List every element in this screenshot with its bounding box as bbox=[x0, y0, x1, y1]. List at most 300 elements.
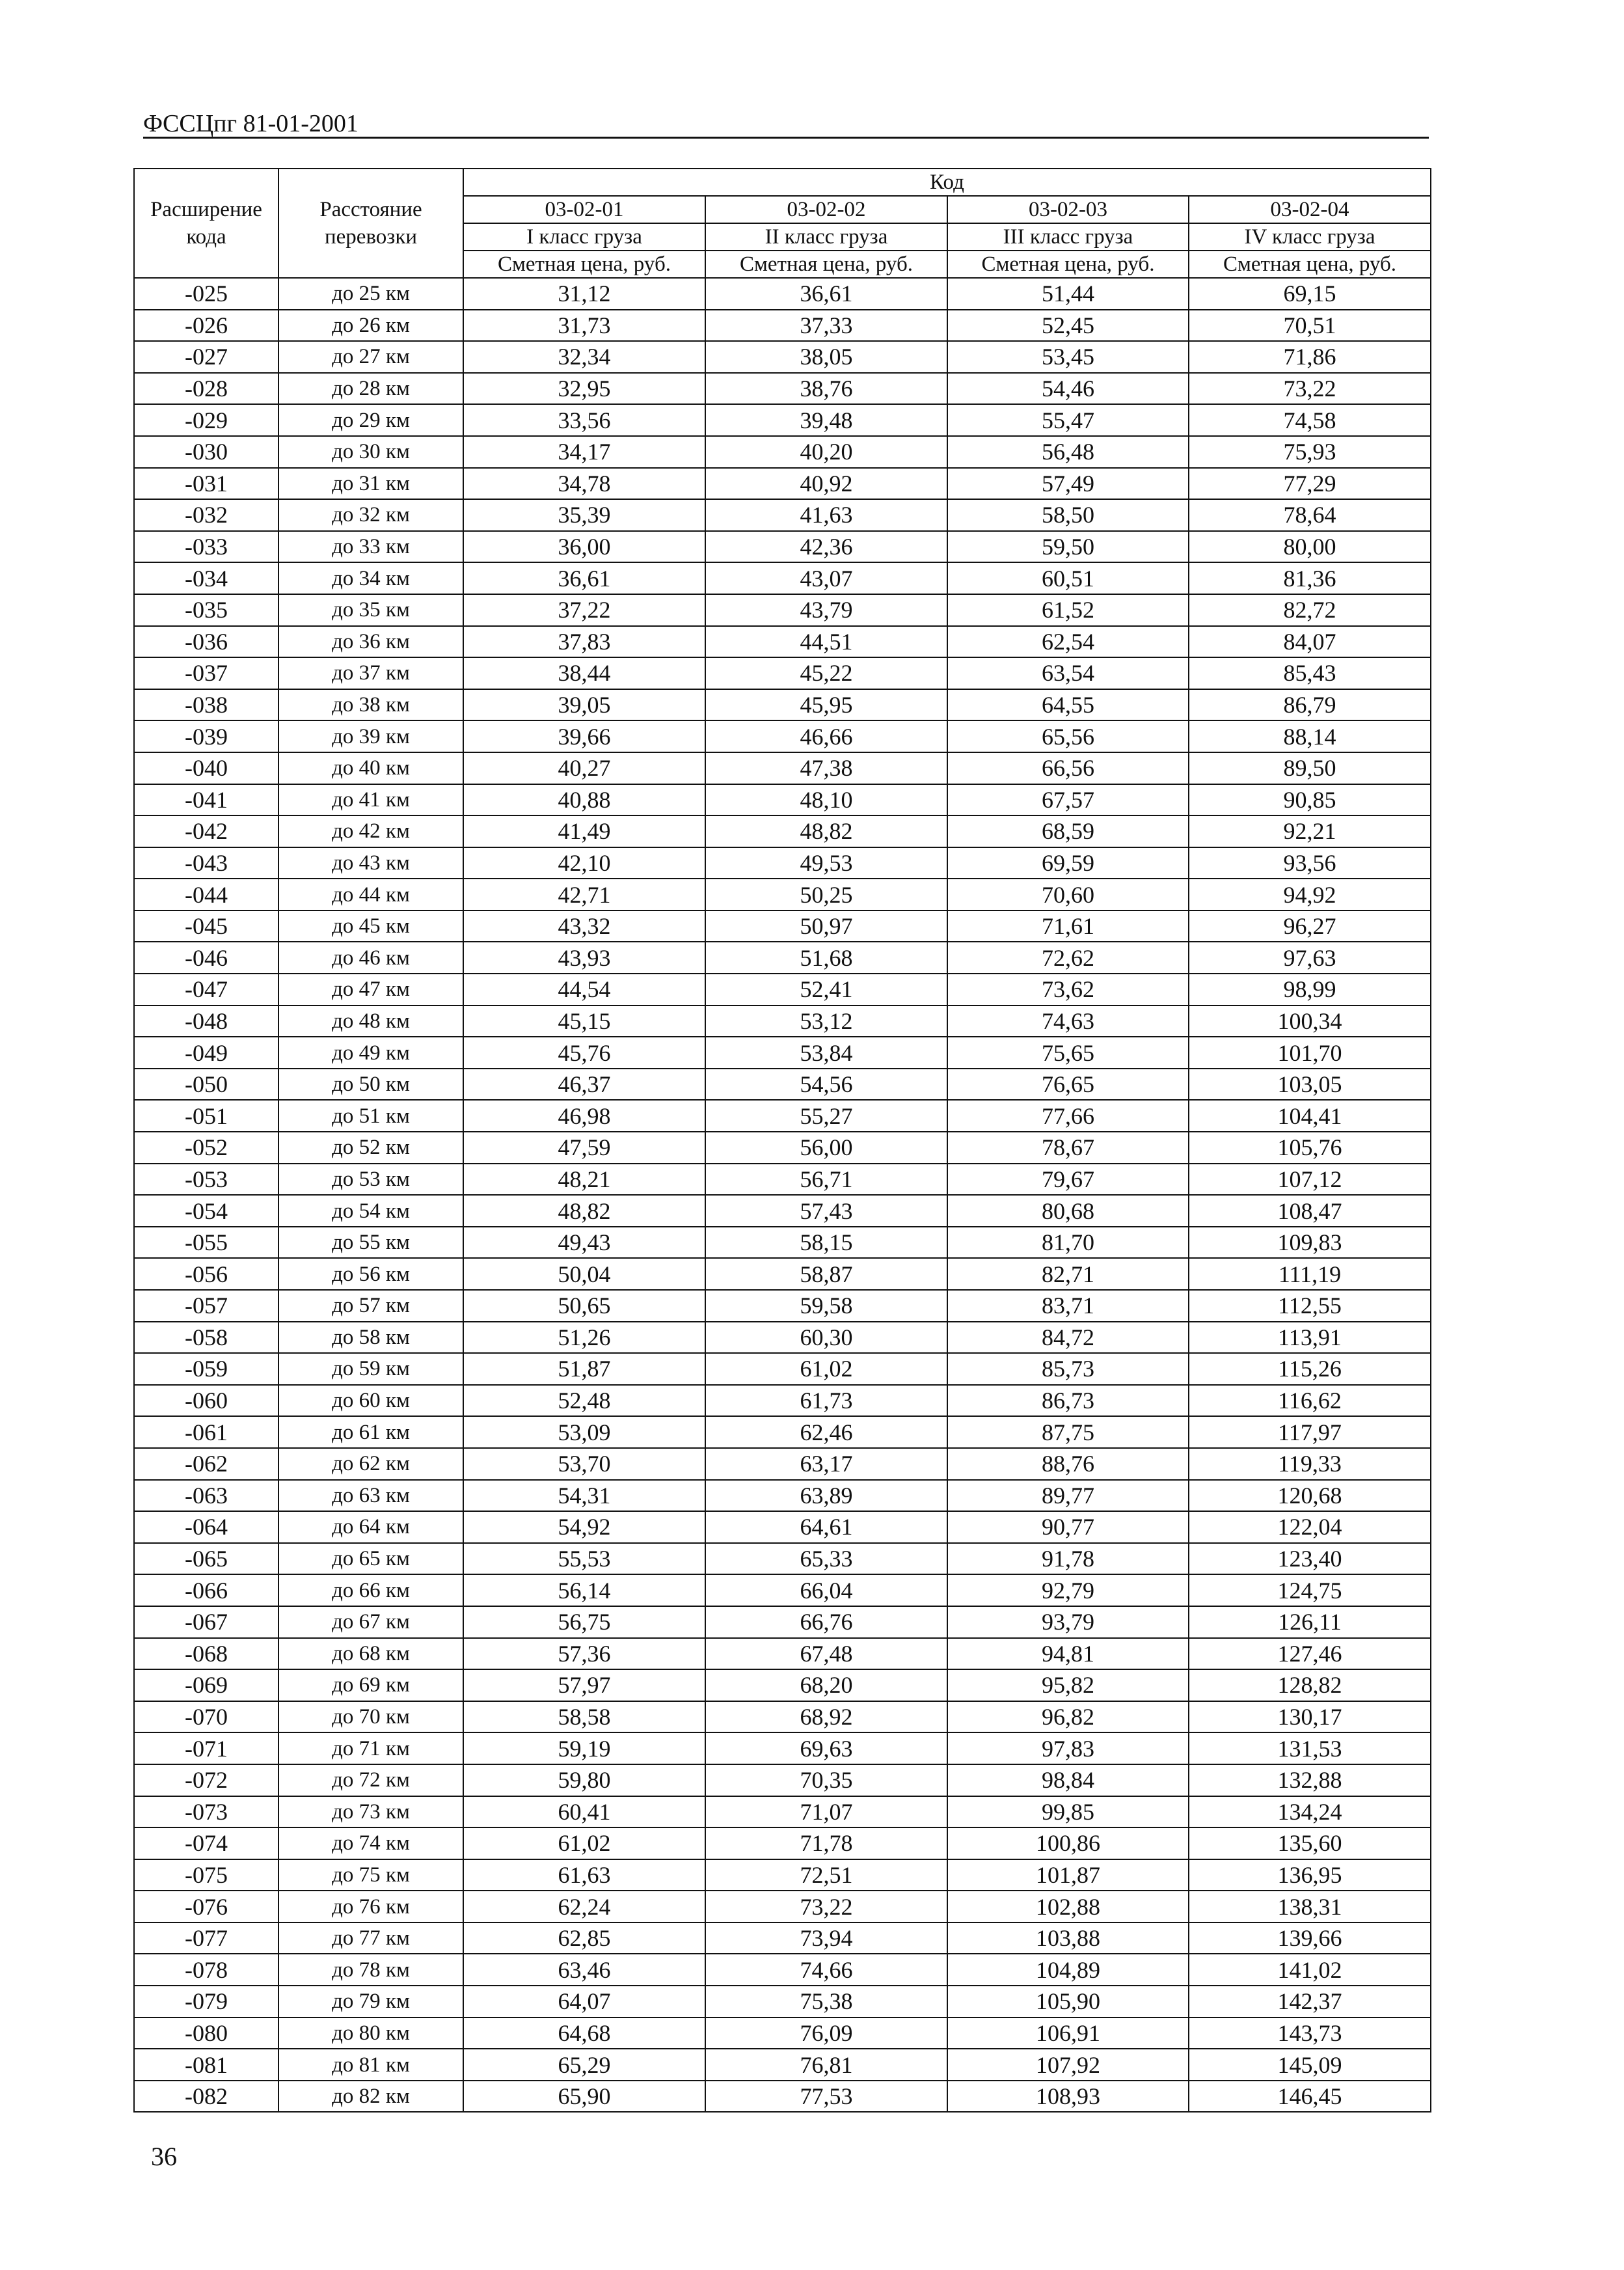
table-row bbox=[134, 910, 1431, 942]
distance-cell: до 43 км bbox=[278, 847, 463, 879]
table-row bbox=[134, 1448, 1431, 1480]
price-class-4-cell: 81,36 bbox=[1189, 562, 1431, 594]
distance-cell: до 56 км bbox=[278, 1258, 463, 1290]
price-class-2-cell: 42,36 bbox=[705, 531, 947, 563]
price-class-4-cell: 124,75 bbox=[1189, 1574, 1431, 1606]
price-class-1-cell: 43,32 bbox=[463, 910, 705, 942]
price-class-1-cell: 64,68 bbox=[463, 2017, 705, 2049]
price-class-1-cell: 39,05 bbox=[463, 689, 705, 721]
extension-code-cell: -025 bbox=[134, 278, 278, 310]
price-class-4-cell: 103,05 bbox=[1189, 1069, 1431, 1101]
distance-cell: до 57 км bbox=[278, 1290, 463, 1322]
extension-code-cell: -056 bbox=[134, 1258, 278, 1290]
price-class-1-cell: 34,17 bbox=[463, 436, 705, 468]
price-class-2-cell: 38,05 bbox=[705, 341, 947, 373]
extension-code-cell: -067 bbox=[134, 1606, 278, 1638]
extension-code-cell: -069 bbox=[134, 1669, 278, 1701]
price-class-1-cell: 42,71 bbox=[463, 879, 705, 910]
document-code-header: ФССЦпг 81-01-2001 bbox=[143, 110, 359, 137]
table-row bbox=[134, 1922, 1431, 1954]
table-row bbox=[134, 404, 1431, 436]
distance-cell: до 26 км bbox=[278, 310, 463, 342]
price-class-2-cell: 74,66 bbox=[705, 1954, 947, 1986]
column-unit: Сметная цена, руб. bbox=[947, 251, 1189, 278]
price-class-3-cell: 64,55 bbox=[947, 689, 1189, 721]
distance-cell: до 38 км bbox=[278, 689, 463, 721]
price-class-3-cell: 101,87 bbox=[947, 1859, 1189, 1891]
price-class-3-cell: 81,70 bbox=[947, 1227, 1189, 1259]
price-class-3-cell: 105,90 bbox=[947, 1986, 1189, 2017]
price-class-3-cell: 83,71 bbox=[947, 1290, 1189, 1322]
price-class-2-cell: 77,53 bbox=[705, 2081, 947, 2113]
price-class-3-cell: 90,77 bbox=[947, 1511, 1189, 1543]
price-class-2-cell: 61,02 bbox=[705, 1353, 947, 1385]
table-row bbox=[134, 310, 1431, 342]
price-class-3-cell: 57,49 bbox=[947, 468, 1189, 500]
price-class-4-cell: 97,63 bbox=[1189, 942, 1431, 974]
extension-code-cell: -071 bbox=[134, 1732, 278, 1764]
table-row bbox=[134, 879, 1431, 910]
price-class-4-cell: 141,02 bbox=[1189, 1954, 1431, 1986]
price-class-2-cell: 71,78 bbox=[705, 1827, 947, 1859]
price-class-3-cell: 98,84 bbox=[947, 1764, 1189, 1796]
price-class-3-cell: 69,59 bbox=[947, 847, 1189, 879]
extension-code-cell: -027 bbox=[134, 341, 278, 373]
price-class-1-cell: 57,97 bbox=[463, 1669, 705, 1701]
price-class-2-cell: 60,30 bbox=[705, 1322, 947, 1354]
price-class-2-cell: 36,61 bbox=[705, 278, 947, 310]
extension-code-cell: -066 bbox=[134, 1574, 278, 1606]
extension-code-cell: -046 bbox=[134, 942, 278, 974]
distance-cell: до 67 км bbox=[278, 1606, 463, 1638]
code-group-header: Код bbox=[463, 169, 1431, 196]
table-row bbox=[134, 1416, 1431, 1448]
table-row bbox=[134, 1543, 1431, 1575]
price-class-3-cell: 78,67 bbox=[947, 1132, 1189, 1164]
price-class-2-cell: 50,97 bbox=[705, 910, 947, 942]
extension-code-cell: -076 bbox=[134, 1891, 278, 1922]
table-row bbox=[134, 942, 1431, 974]
distance-cell: до 62 км bbox=[278, 1448, 463, 1480]
price-class-1-cell: 37,22 bbox=[463, 594, 705, 626]
price-class-4-cell: 85,43 bbox=[1189, 657, 1431, 689]
price-class-4-cell: 107,12 bbox=[1189, 1164, 1431, 1196]
distance-header: Расстояние перевозки bbox=[278, 169, 463, 278]
price-class-1-cell: 42,10 bbox=[463, 847, 705, 879]
price-class-1-cell: 36,61 bbox=[463, 562, 705, 594]
table-row bbox=[134, 847, 1431, 879]
price-class-1-cell: 50,04 bbox=[463, 1258, 705, 1290]
price-class-1-cell: 45,15 bbox=[463, 1005, 705, 1037]
price-class-4-cell: 143,73 bbox=[1189, 2017, 1431, 2049]
price-class-2-cell: 38,76 bbox=[705, 373, 947, 405]
distance-cell: до 74 км bbox=[278, 1827, 463, 1859]
price-class-3-cell: 62,54 bbox=[947, 626, 1189, 658]
price-class-3-cell: 66,56 bbox=[947, 752, 1189, 784]
distance-cell: до 71 км bbox=[278, 1732, 463, 1764]
price-class-1-cell: 55,53 bbox=[463, 1543, 705, 1575]
extension-code-cell: -035 bbox=[134, 594, 278, 626]
price-class-4-cell: 84,07 bbox=[1189, 626, 1431, 658]
distance-cell: до 72 км bbox=[278, 1764, 463, 1796]
price-class-4-cell: 100,34 bbox=[1189, 1005, 1431, 1037]
price-class-2-cell: 63,89 bbox=[705, 1480, 947, 1512]
table-row bbox=[134, 1005, 1431, 1037]
table-row bbox=[134, 1227, 1431, 1259]
price-class-1-cell: 37,83 bbox=[463, 626, 705, 658]
price-class-3-cell: 75,65 bbox=[947, 1037, 1189, 1069]
table-row bbox=[134, 1132, 1431, 1164]
table-row bbox=[134, 436, 1431, 468]
price-class-2-cell: 58,15 bbox=[705, 1227, 947, 1259]
table-row bbox=[134, 1606, 1431, 1638]
extension-code-cell: -026 bbox=[134, 310, 278, 342]
extension-code-cell: -082 bbox=[134, 2081, 278, 2113]
price-class-2-cell: 73,22 bbox=[705, 1891, 947, 1922]
price-class-4-cell: 135,60 bbox=[1189, 1827, 1431, 1859]
price-class-1-cell: 52,48 bbox=[463, 1385, 705, 1417]
extension-code-cell: -048 bbox=[134, 1005, 278, 1037]
distance-cell: до 39 км bbox=[278, 720, 463, 752]
price-class-4-cell: 132,88 bbox=[1189, 1764, 1431, 1796]
price-class-4-cell: 117,97 bbox=[1189, 1416, 1431, 1448]
price-class-1-cell: 56,75 bbox=[463, 1606, 705, 1638]
table-row bbox=[134, 974, 1431, 1005]
distance-cell: до 48 км bbox=[278, 1005, 463, 1037]
price-class-2-cell: 39,48 bbox=[705, 404, 947, 436]
table-row bbox=[134, 1195, 1431, 1227]
price-class-1-cell: 54,92 bbox=[463, 1511, 705, 1543]
table-row bbox=[134, 1037, 1431, 1069]
price-class-1-cell: 61,02 bbox=[463, 1827, 705, 1859]
table-row bbox=[134, 499, 1431, 531]
price-class-4-cell: 98,99 bbox=[1189, 974, 1431, 1005]
table-row bbox=[134, 1100, 1431, 1132]
distance-cell: до 35 км bbox=[278, 594, 463, 626]
price-class-2-cell: 76,09 bbox=[705, 2017, 947, 2049]
price-class-3-cell: 95,82 bbox=[947, 1669, 1189, 1701]
table-row bbox=[134, 720, 1431, 752]
table-row bbox=[134, 1827, 1431, 1859]
extension-code-cell: -064 bbox=[134, 1511, 278, 1543]
distance-cell: до 30 км bbox=[278, 436, 463, 468]
price-class-2-cell: 75,38 bbox=[705, 1986, 947, 2017]
price-class-1-cell: 47,59 bbox=[463, 1132, 705, 1164]
table-body bbox=[134, 278, 1431, 2112]
price-class-4-cell: 126,11 bbox=[1189, 1606, 1431, 1638]
distance-cell: до 70 км bbox=[278, 1701, 463, 1733]
distance-cell: до 68 км bbox=[278, 1638, 463, 1670]
distance-cell: до 78 км bbox=[278, 1954, 463, 1986]
column-code: 03-02-02 bbox=[705, 196, 947, 223]
price-class-2-cell: 59,58 bbox=[705, 1290, 947, 1322]
price-class-2-cell: 64,61 bbox=[705, 1511, 947, 1543]
price-class-3-cell: 106,91 bbox=[947, 2017, 1189, 2049]
distance-cell: до 64 км bbox=[278, 1511, 463, 1543]
price-class-2-cell: 76,81 bbox=[705, 2049, 947, 2081]
price-class-3-cell: 77,66 bbox=[947, 1100, 1189, 1132]
price-class-2-cell: 54,56 bbox=[705, 1069, 947, 1101]
distance-cell: до 54 км bbox=[278, 1195, 463, 1227]
distance-cell: до 80 км bbox=[278, 2017, 463, 2049]
column-code: 03-02-01 bbox=[463, 196, 705, 223]
price-class-1-cell: 31,12 bbox=[463, 278, 705, 310]
price-class-3-cell: 103,88 bbox=[947, 1922, 1189, 1954]
price-class-2-cell: 48,10 bbox=[705, 784, 947, 816]
price-class-4-cell: 142,37 bbox=[1189, 1986, 1431, 2017]
price-class-3-cell: 53,45 bbox=[947, 341, 1189, 373]
price-class-3-cell: 108,93 bbox=[947, 2081, 1189, 2113]
price-class-1-cell: 36,00 bbox=[463, 531, 705, 563]
price-class-1-cell: 50,65 bbox=[463, 1290, 705, 1322]
price-class-2-cell: 56,00 bbox=[705, 1132, 947, 1164]
price-class-3-cell: 85,73 bbox=[947, 1353, 1189, 1385]
column-unit: Сметная цена, руб. bbox=[705, 251, 947, 278]
price-class-1-cell: 63,46 bbox=[463, 1954, 705, 1986]
extension-code-cell: -042 bbox=[134, 815, 278, 847]
column-unit: Сметная цена, руб. bbox=[1189, 251, 1431, 278]
column-cargo-class: II класс груза bbox=[705, 223, 947, 251]
extension-code-cell: -050 bbox=[134, 1069, 278, 1101]
price-class-3-cell: 71,61 bbox=[947, 910, 1189, 942]
price-class-1-cell: 33,56 bbox=[463, 404, 705, 436]
price-class-4-cell: 111,19 bbox=[1189, 1258, 1431, 1290]
price-class-1-cell: 59,19 bbox=[463, 1732, 705, 1764]
distance-cell: до 81 км bbox=[278, 2049, 463, 2081]
price-class-2-cell: 44,51 bbox=[705, 626, 947, 658]
extension-code-cell: -080 bbox=[134, 2017, 278, 2049]
extension-code-header: Расширение кода bbox=[134, 169, 278, 278]
distance-cell: до 44 км bbox=[278, 879, 463, 910]
price-class-2-cell: 53,84 bbox=[705, 1037, 947, 1069]
price-class-1-cell: 62,24 bbox=[463, 1891, 705, 1922]
price-class-1-cell: 60,41 bbox=[463, 1796, 705, 1828]
table-row bbox=[134, 1986, 1431, 2017]
price-class-4-cell: 108,47 bbox=[1189, 1195, 1431, 1227]
price-class-4-cell: 70,51 bbox=[1189, 310, 1431, 342]
price-class-4-cell: 115,26 bbox=[1189, 1353, 1431, 1385]
price-class-2-cell: 66,76 bbox=[705, 1606, 947, 1638]
price-class-1-cell: 59,80 bbox=[463, 1764, 705, 1796]
price-class-2-cell: 63,17 bbox=[705, 1448, 947, 1480]
price-class-4-cell: 94,92 bbox=[1189, 879, 1431, 910]
price-class-1-cell: 62,85 bbox=[463, 1922, 705, 1954]
price-class-1-cell: 46,98 bbox=[463, 1100, 705, 1132]
price-class-4-cell: 75,93 bbox=[1189, 436, 1431, 468]
extension-code-cell: -051 bbox=[134, 1100, 278, 1132]
distance-cell: до 47 км bbox=[278, 974, 463, 1005]
price-class-3-cell: 76,65 bbox=[947, 1069, 1189, 1101]
column-code: 03-02-03 bbox=[947, 196, 1189, 223]
distance-cell: до 31 км bbox=[278, 468, 463, 500]
extension-code-cell: -031 bbox=[134, 468, 278, 500]
price-class-4-cell: 90,85 bbox=[1189, 784, 1431, 816]
price-class-3-cell: 58,50 bbox=[947, 499, 1189, 531]
price-class-4-cell: 77,29 bbox=[1189, 468, 1431, 500]
distance-cell: до 29 км bbox=[278, 404, 463, 436]
price-class-3-cell: 97,83 bbox=[947, 1732, 1189, 1764]
price-class-4-cell: 71,86 bbox=[1189, 341, 1431, 373]
distance-cell: до 63 км bbox=[278, 1480, 463, 1512]
price-class-2-cell: 72,51 bbox=[705, 1859, 947, 1891]
column-cargo-class: IV класс груза bbox=[1189, 223, 1431, 251]
table-row bbox=[134, 1353, 1431, 1385]
price-class-3-cell: 61,52 bbox=[947, 594, 1189, 626]
distance-cell: до 46 км bbox=[278, 942, 463, 974]
price-class-3-cell: 51,44 bbox=[947, 278, 1189, 310]
distance-cell: до 61 км bbox=[278, 1416, 463, 1448]
price-class-1-cell: 45,76 bbox=[463, 1037, 705, 1069]
distance-cell: до 36 км bbox=[278, 626, 463, 658]
distance-cell: до 53 км bbox=[278, 1164, 463, 1196]
page-number: 36 bbox=[151, 2142, 177, 2171]
distance-cell: до 51 км bbox=[278, 1100, 463, 1132]
table-row bbox=[134, 752, 1431, 784]
price-class-3-cell: 68,59 bbox=[947, 815, 1189, 847]
price-class-1-cell: 39,66 bbox=[463, 720, 705, 752]
price-class-2-cell: 66,04 bbox=[705, 1574, 947, 1606]
price-class-3-cell: 92,79 bbox=[947, 1574, 1189, 1606]
table-row bbox=[134, 531, 1431, 563]
extension-code-cell: -058 bbox=[134, 1322, 278, 1354]
distance-cell: до 45 км bbox=[278, 910, 463, 942]
price-class-2-cell: 62,46 bbox=[705, 1416, 947, 1448]
price-class-3-cell: 80,68 bbox=[947, 1195, 1189, 1227]
price-class-1-cell: 35,39 bbox=[463, 499, 705, 531]
price-class-2-cell: 71,07 bbox=[705, 1796, 947, 1828]
price-class-4-cell: 123,40 bbox=[1189, 1543, 1431, 1575]
distance-cell: до 55 км bbox=[278, 1227, 463, 1259]
distance-cell: до 49 км bbox=[278, 1037, 463, 1069]
price-class-4-cell: 93,56 bbox=[1189, 847, 1431, 879]
extension-code-cell: -063 bbox=[134, 1480, 278, 1512]
extension-code-cell: -037 bbox=[134, 657, 278, 689]
extension-code-cell: -078 bbox=[134, 1954, 278, 1986]
price-class-1-cell: 54,31 bbox=[463, 1480, 705, 1512]
price-class-1-cell: 58,58 bbox=[463, 1701, 705, 1733]
table-row bbox=[134, 2049, 1431, 2081]
table-row bbox=[134, 373, 1431, 405]
price-class-2-cell: 40,92 bbox=[705, 468, 947, 500]
extension-code-cell: -075 bbox=[134, 1859, 278, 1891]
price-class-2-cell: 45,95 bbox=[705, 689, 947, 721]
price-class-3-cell: 84,72 bbox=[947, 1322, 1189, 1354]
price-class-2-cell: 40,20 bbox=[705, 436, 947, 468]
extension-code-cell: -077 bbox=[134, 1922, 278, 1954]
price-class-4-cell: 104,41 bbox=[1189, 1100, 1431, 1132]
distance-cell: до 73 км bbox=[278, 1796, 463, 1828]
price-class-4-cell: 113,91 bbox=[1189, 1322, 1431, 1354]
distance-cell: до 65 км bbox=[278, 1543, 463, 1575]
price-class-3-cell: 52,45 bbox=[947, 310, 1189, 342]
price-class-1-cell: 65,90 bbox=[463, 2081, 705, 2113]
table-header bbox=[134, 169, 1431, 278]
price-class-3-cell: 86,73 bbox=[947, 1385, 1189, 1417]
table-row bbox=[134, 341, 1431, 373]
table-row bbox=[134, 1258, 1431, 1290]
price-class-3-cell: 82,71 bbox=[947, 1258, 1189, 1290]
table-row bbox=[134, 1859, 1431, 1891]
price-class-4-cell: 112,55 bbox=[1189, 1290, 1431, 1322]
extension-code-cell: -059 bbox=[134, 1353, 278, 1385]
price-class-2-cell: 41,63 bbox=[705, 499, 947, 531]
header-rule bbox=[143, 137, 1429, 139]
distance-cell: до 59 км bbox=[278, 1353, 463, 1385]
distance-cell: до 79 км bbox=[278, 1986, 463, 2017]
price-class-3-cell: 89,77 bbox=[947, 1480, 1189, 1512]
table-row bbox=[134, 1164, 1431, 1196]
price-class-2-cell: 67,48 bbox=[705, 1638, 947, 1670]
price-class-2-cell: 65,33 bbox=[705, 1543, 947, 1575]
price-class-1-cell: 65,29 bbox=[463, 2049, 705, 2081]
column-cargo-class: III класс груза bbox=[947, 223, 1189, 251]
extension-code-cell: -043 bbox=[134, 847, 278, 879]
column-cargo-class: I класс груза bbox=[463, 223, 705, 251]
extension-code-cell: -081 bbox=[134, 2049, 278, 2081]
extension-code-cell: -032 bbox=[134, 499, 278, 531]
price-class-1-cell: 34,78 bbox=[463, 468, 705, 500]
distance-cell: до 82 км bbox=[278, 2081, 463, 2113]
table-row bbox=[134, 1891, 1431, 1922]
distance-cell: до 32 км bbox=[278, 499, 463, 531]
price-class-4-cell: 78,64 bbox=[1189, 499, 1431, 531]
distance-cell: до 60 км bbox=[278, 1385, 463, 1417]
table-row bbox=[134, 2017, 1431, 2049]
price-class-4-cell: 82,72 bbox=[1189, 594, 1431, 626]
price-class-3-cell: 102,88 bbox=[947, 1891, 1189, 1922]
distance-cell: до 28 км bbox=[278, 373, 463, 405]
price-class-3-cell: 70,60 bbox=[947, 879, 1189, 910]
table-row bbox=[134, 1701, 1431, 1733]
price-class-4-cell: 92,21 bbox=[1189, 815, 1431, 847]
price-class-2-cell: 49,53 bbox=[705, 847, 947, 879]
price-class-3-cell: 96,82 bbox=[947, 1701, 1189, 1733]
price-class-2-cell: 50,25 bbox=[705, 879, 947, 910]
extension-code-cell: -074 bbox=[134, 1827, 278, 1859]
extension-code-cell: -065 bbox=[134, 1543, 278, 1575]
table-row bbox=[134, 1732, 1431, 1764]
price-class-3-cell: 107,92 bbox=[947, 2049, 1189, 2081]
extension-code-cell: -038 bbox=[134, 689, 278, 721]
price-class-3-cell: 74,63 bbox=[947, 1005, 1189, 1037]
distance-cell: до 69 км bbox=[278, 1669, 463, 1701]
price-class-4-cell: 86,79 bbox=[1189, 689, 1431, 721]
price-class-3-cell: 67,57 bbox=[947, 784, 1189, 816]
extension-code-cell: -049 bbox=[134, 1037, 278, 1069]
extension-code-cell: -041 bbox=[134, 784, 278, 816]
price-class-4-cell: 89,50 bbox=[1189, 752, 1431, 784]
column-unit: Сметная цена, руб. bbox=[463, 251, 705, 278]
price-class-2-cell: 43,07 bbox=[705, 562, 947, 594]
price-class-3-cell: 73,62 bbox=[947, 974, 1189, 1005]
table-row bbox=[134, 1385, 1431, 1417]
price-class-1-cell: 31,73 bbox=[463, 310, 705, 342]
table-row bbox=[134, 1574, 1431, 1606]
price-class-1-cell: 51,26 bbox=[463, 1322, 705, 1354]
extension-code-cell: -045 bbox=[134, 910, 278, 942]
price-class-4-cell: 139,66 bbox=[1189, 1922, 1431, 1954]
price-class-4-cell: 120,68 bbox=[1189, 1480, 1431, 1512]
price-class-2-cell: 51,68 bbox=[705, 942, 947, 974]
price-class-3-cell: 93,79 bbox=[947, 1606, 1189, 1638]
extension-code-cell: -034 bbox=[134, 562, 278, 594]
price-class-3-cell: 94,81 bbox=[947, 1638, 1189, 1670]
table-row bbox=[134, 1290, 1431, 1322]
extension-code-cell: -060 bbox=[134, 1385, 278, 1417]
price-class-4-cell: 119,33 bbox=[1189, 1448, 1431, 1480]
price-class-2-cell: 68,20 bbox=[705, 1669, 947, 1701]
extension-code-cell: -053 bbox=[134, 1164, 278, 1196]
